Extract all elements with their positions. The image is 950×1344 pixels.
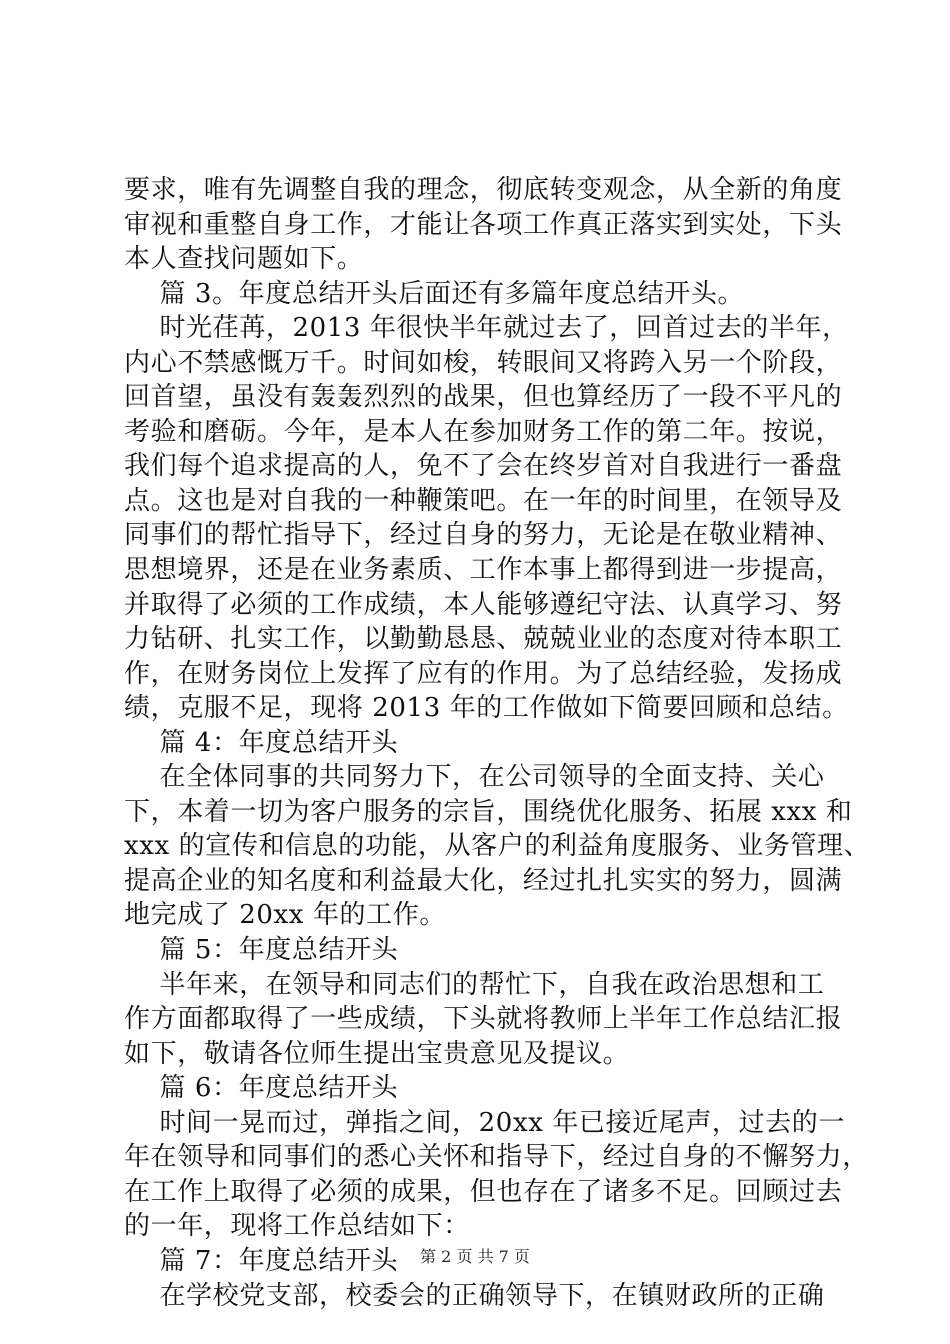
text-line: 地完成了 20xx 年的工作。 xyxy=(124,900,446,931)
body-text xyxy=(124,173,871,1313)
text-line: 时光荏苒，2013 年很快半年就过去了，回首过去的半年， xyxy=(124,313,849,344)
text-line: 并取得了必须的工作成绩，本人能够遵纪守法、认真学习、努 xyxy=(124,589,843,620)
text-line: 要求，唯有先调整自我的理念，彻底转变观念，从全新的角度 xyxy=(124,175,843,205)
text-line: 同事们的帮忙指导下，经过自身的努力，无论是在敬业精神、 xyxy=(124,520,843,551)
text-line: 篇 7：年度总结开头 xyxy=(124,1245,399,1276)
text-line: 内心不禁感慨万千。时间如梭，转眼间又将跨入另一个阶段， xyxy=(124,347,843,378)
text-line: 我们每个追求提高的人，免不了会在终岁首对自我进行一番盘 xyxy=(124,451,843,482)
text-line: 篇 3。年度总结开头后面还有多篇年度总结开头。 xyxy=(124,278,745,309)
text-line: 篇 4：年度总结开头 xyxy=(124,727,399,758)
text-line: 在工作上取得了必须的成果，但也存在了诸多不足。回顾过去 xyxy=(124,1176,843,1207)
text-line: 的一年，现将工作总结如下： xyxy=(124,1211,470,1242)
text-line: 作，在财务岗位上发挥了应有的作用。为了总结经验，发扬成 xyxy=(124,658,843,689)
text-line: 考验和磨砺。今年，是本人在参加财务工作的第二年。按说， xyxy=(124,416,843,447)
page-footer: 第 2 页 共 7 页 xyxy=(420,1247,530,1266)
text-line: 篇 6：年度总结开头 xyxy=(124,1073,399,1104)
text-line: 在学校党支部，校委会的正确领导下，在镇财政所的正确 xyxy=(124,1280,825,1311)
text-line: 提高企业的知名度和利益最大化，经过扎扎实实的努力，圆满 xyxy=(124,865,843,896)
text-line: 力钻研、扎实工作，以勤勤恳恳、兢兢业业的态度对待本职工 xyxy=(124,624,843,655)
text-line: 年在领导和同事们的悉心关怀和指导下，经过自身的不懈努力， xyxy=(124,1142,869,1173)
text-line: 半年来，在领导和同志们的帮忙下，自我在政治思想和工 xyxy=(124,969,825,1000)
text-line: 点。这也是对自我的一种鞭策吧。在一年的时间里，在领导及 xyxy=(124,485,843,516)
text-line: xxx 的宣传和信息的功能，从客户的利益角度服务、业务管理、 xyxy=(124,831,871,862)
text-line: 篇 5：年度总结开头 xyxy=(124,935,399,966)
text-line: 时间一晃而过，弹指之间，20xx 年已接近尾声，过去的一 xyxy=(124,1107,845,1138)
text-line: 本人查找问题如下。 xyxy=(124,244,364,275)
text-line: 思想境界，还是在业务素质、工作本事上都得到进一步提高， xyxy=(124,555,843,586)
text-line: 作方面都取得了一些成绩，下头就将教师上半年工作总结汇报 xyxy=(124,1004,843,1035)
text-line: 在全体同事的共同努力下，在公司领导的全面支持、关心 xyxy=(124,762,825,793)
text-line: 绩，克服不足，现将 2013 年的工作做如下简要回顾和总结。 xyxy=(124,693,849,724)
text-line: 审视和重整自身工作，才能让各项工作真正落实到实处，下头 xyxy=(124,209,843,240)
text-line: 如下，敬请各位师生提出宝贵意见及提议。 xyxy=(124,1038,630,1069)
text-line: 下，本着一切为客户服务的宗旨，围绕优化服务、拓展 xxx 和 xyxy=(124,796,853,827)
text-line: 回首望，虽没有轰轰烈烈的战果，但也算经历了一段不平凡的 xyxy=(124,382,843,413)
